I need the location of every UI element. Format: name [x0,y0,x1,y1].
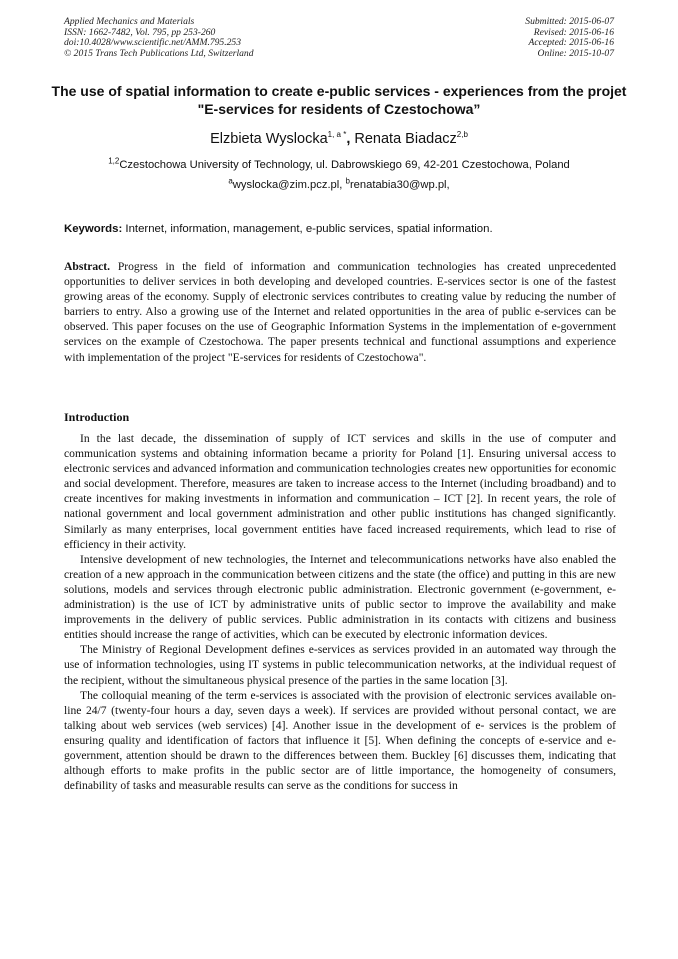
keywords [64,222,616,236]
email-address: wyslocka@zim.pcz.pl, [232,179,346,191]
email-line [0,178,678,192]
author-separator: , [346,131,355,147]
paragraph: The colloquial meaning of the term e-services is associated with the provision of electronic services available on-line 24/7 (twenty-four hours a day, seven days a week). If services are provided without personal contact, we are talking about web services (web services) [4]. Another issue in the development of e- services is the problem of ensuring quality and identification of factors that influence it [5]. When defining the concepts of e-service and e-government, attention should be drawn to the differences between them. Buckley [6] discusses them, indicating that although efforts to make profits in the public sector are of little importance, the homogeneity of consumers, definability of tasks and measurable results can serve as the conditions for success in [64,688,616,793]
accepted-date: Accepted: 2015-06-16 [528,37,614,49]
revised-date: Revised: 2015-06-16 [533,26,614,38]
author-superscript: 1, a * [327,130,347,140]
paragraph: Intensive development of new technologies, the Internet and telecommunications networks have also enabled the creation of a new approach in the communication between citizens and the state (the office) and putting in this are new solutions, models and services through electronic public administration. Electronic government (e-government, e-administration) is the use of ICT by administrative units of public sector to improve the availability and make improvements in the delivery of public services. Public administration in its contacts with citizens and business entities should increase the range of activities, which can be executed by electronic information devices. [64,552,616,642]
affiliation [0,158,678,172]
affiliation-superscript: 1,2 [108,156,120,166]
author-name: Elzbieta Wyslocka [210,131,328,147]
submitted-date: Submitted: 2015-06-07 [525,16,614,27]
author-name: Renata Biadacz [354,131,457,147]
keywords-text: Internet, information, management, e-public services, spatial information. [122,223,493,235]
abstract [64,259,616,365]
abstract-text: Progress in the field of information and communication technologies has created unprecedented opportunities to deliver services in both developing and developed countries. E-services sector is one of the fastest growing areas of the economy. Supply of electronic services contributes to creating value by reducing the number of barriers to entry. Also a growing use of the Internet and related opportunities in the area of public e-services can be observed. This paper focuses on the use of Geographic Information Systems in the implementation of e-government services on the example of Czestochowa. The paper presents technical and functional assumptions and experience with implementation of the project "E-services for residents of Czestochowa". [64,260,616,364]
paragraph: The Ministry of Regional Development defines e-services as services provided in an automated way through the use of information technologies, using IT systems in public telecommunication networks, at the individual request of the recipient, without the simultaneous physical presence of the parties in the same location [3]. [64,643,616,687]
journal-header-right [525,17,614,59]
email-superscript: a [228,176,233,186]
email-address: renatabia30@wp.pl, [349,179,450,191]
body-text [64,431,616,793]
paragraph: In the last decade, the dissemination of supply of ICT services and skills in the use of computer and communication systems and obtaining information became a priority for Poland [1]. Ensuring universal access to electronic services and advanced information and communication technologies creates new opportunities for economic and social development. Therefore, measures are taken to increase access to the Internet (including broadband) and to create incentives for making investments in information and communication – ICT [2]. In recent years, the role of national government and local government administration and other public institutions has changed significantly. Similarly as many enterprises, local government entities have faced increased requirements, which lead to rise of efficiency in their activity. [64,432,616,551]
paper-title: The use of spatial information to create e-public services - experiences from the projet "E-services for residents of Czestochowa” [51,83,627,117]
doi-line: doi:10.4028/www.scientific.net/AMM.795.253 [64,37,242,49]
issn-line: ISSN: 1662-7482, Vol. 795, pp 253-260 [64,26,216,38]
copyright-line: © 2015 Trans Tech Publications Ltd, Switzerland [64,47,254,59]
author-line [0,130,678,148]
email-superscript: b [345,176,350,186]
keywords-label: Keywords: [64,223,123,235]
author-superscript: 2,b [456,130,468,140]
online-date: Online: 2015-10-07 [537,47,614,59]
abstract-label: Abstract. [64,260,111,273]
journal-name: Applied Mechanics and Materials [64,16,195,27]
affiliation-text: Czestochowa University of Technology, ul. Dabrowskiego 69, 42-201 Czestochowa, Poland [119,159,570,171]
section-heading: Introduction [64,410,130,424]
journal-header-left [64,17,254,59]
